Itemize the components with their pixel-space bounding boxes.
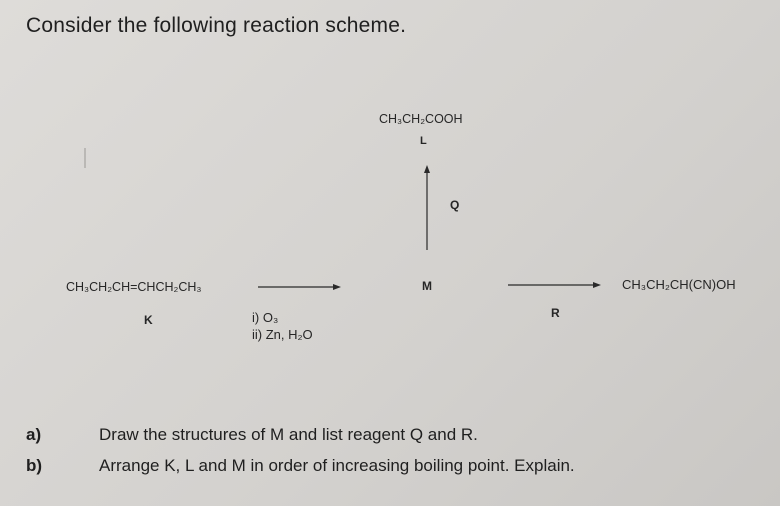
compound-k-label: K: [144, 313, 153, 327]
arrow-m-to-l-head: [424, 165, 430, 173]
page-title: Consider the following reaction scheme.: [26, 14, 407, 37]
arrow-m-to-product-head: [593, 282, 601, 288]
question-b-letter: b): [26, 456, 43, 475]
compound-l-label: L: [420, 135, 427, 147]
ozonolysis-step-1: i) O₃: [252, 310, 279, 325]
compound-m-label: M: [422, 279, 432, 293]
question-a-text: Draw the structures of M and list reagent Q and R.: [99, 425, 478, 444]
question-b-text: Arrange K, L and M in order of increasing boiling point. Explain.: [99, 456, 575, 475]
ozonolysis-step-2: ii) Zn, H₂O: [252, 327, 313, 342]
compound-l-formula: CH₃CH₂COOH: [379, 112, 463, 126]
question-a-letter: a): [26, 425, 42, 444]
compound-k-formula: CH₃CH₂CH=CHCH₂CH₃: [66, 280, 202, 294]
arrow-k-to-m-head: [333, 284, 341, 290]
reagent-q-label: Q: [450, 198, 460, 212]
reagent-r-label: R: [551, 306, 560, 320]
product-formula: CH₃CH₂CH(CN)OH: [622, 277, 736, 292]
